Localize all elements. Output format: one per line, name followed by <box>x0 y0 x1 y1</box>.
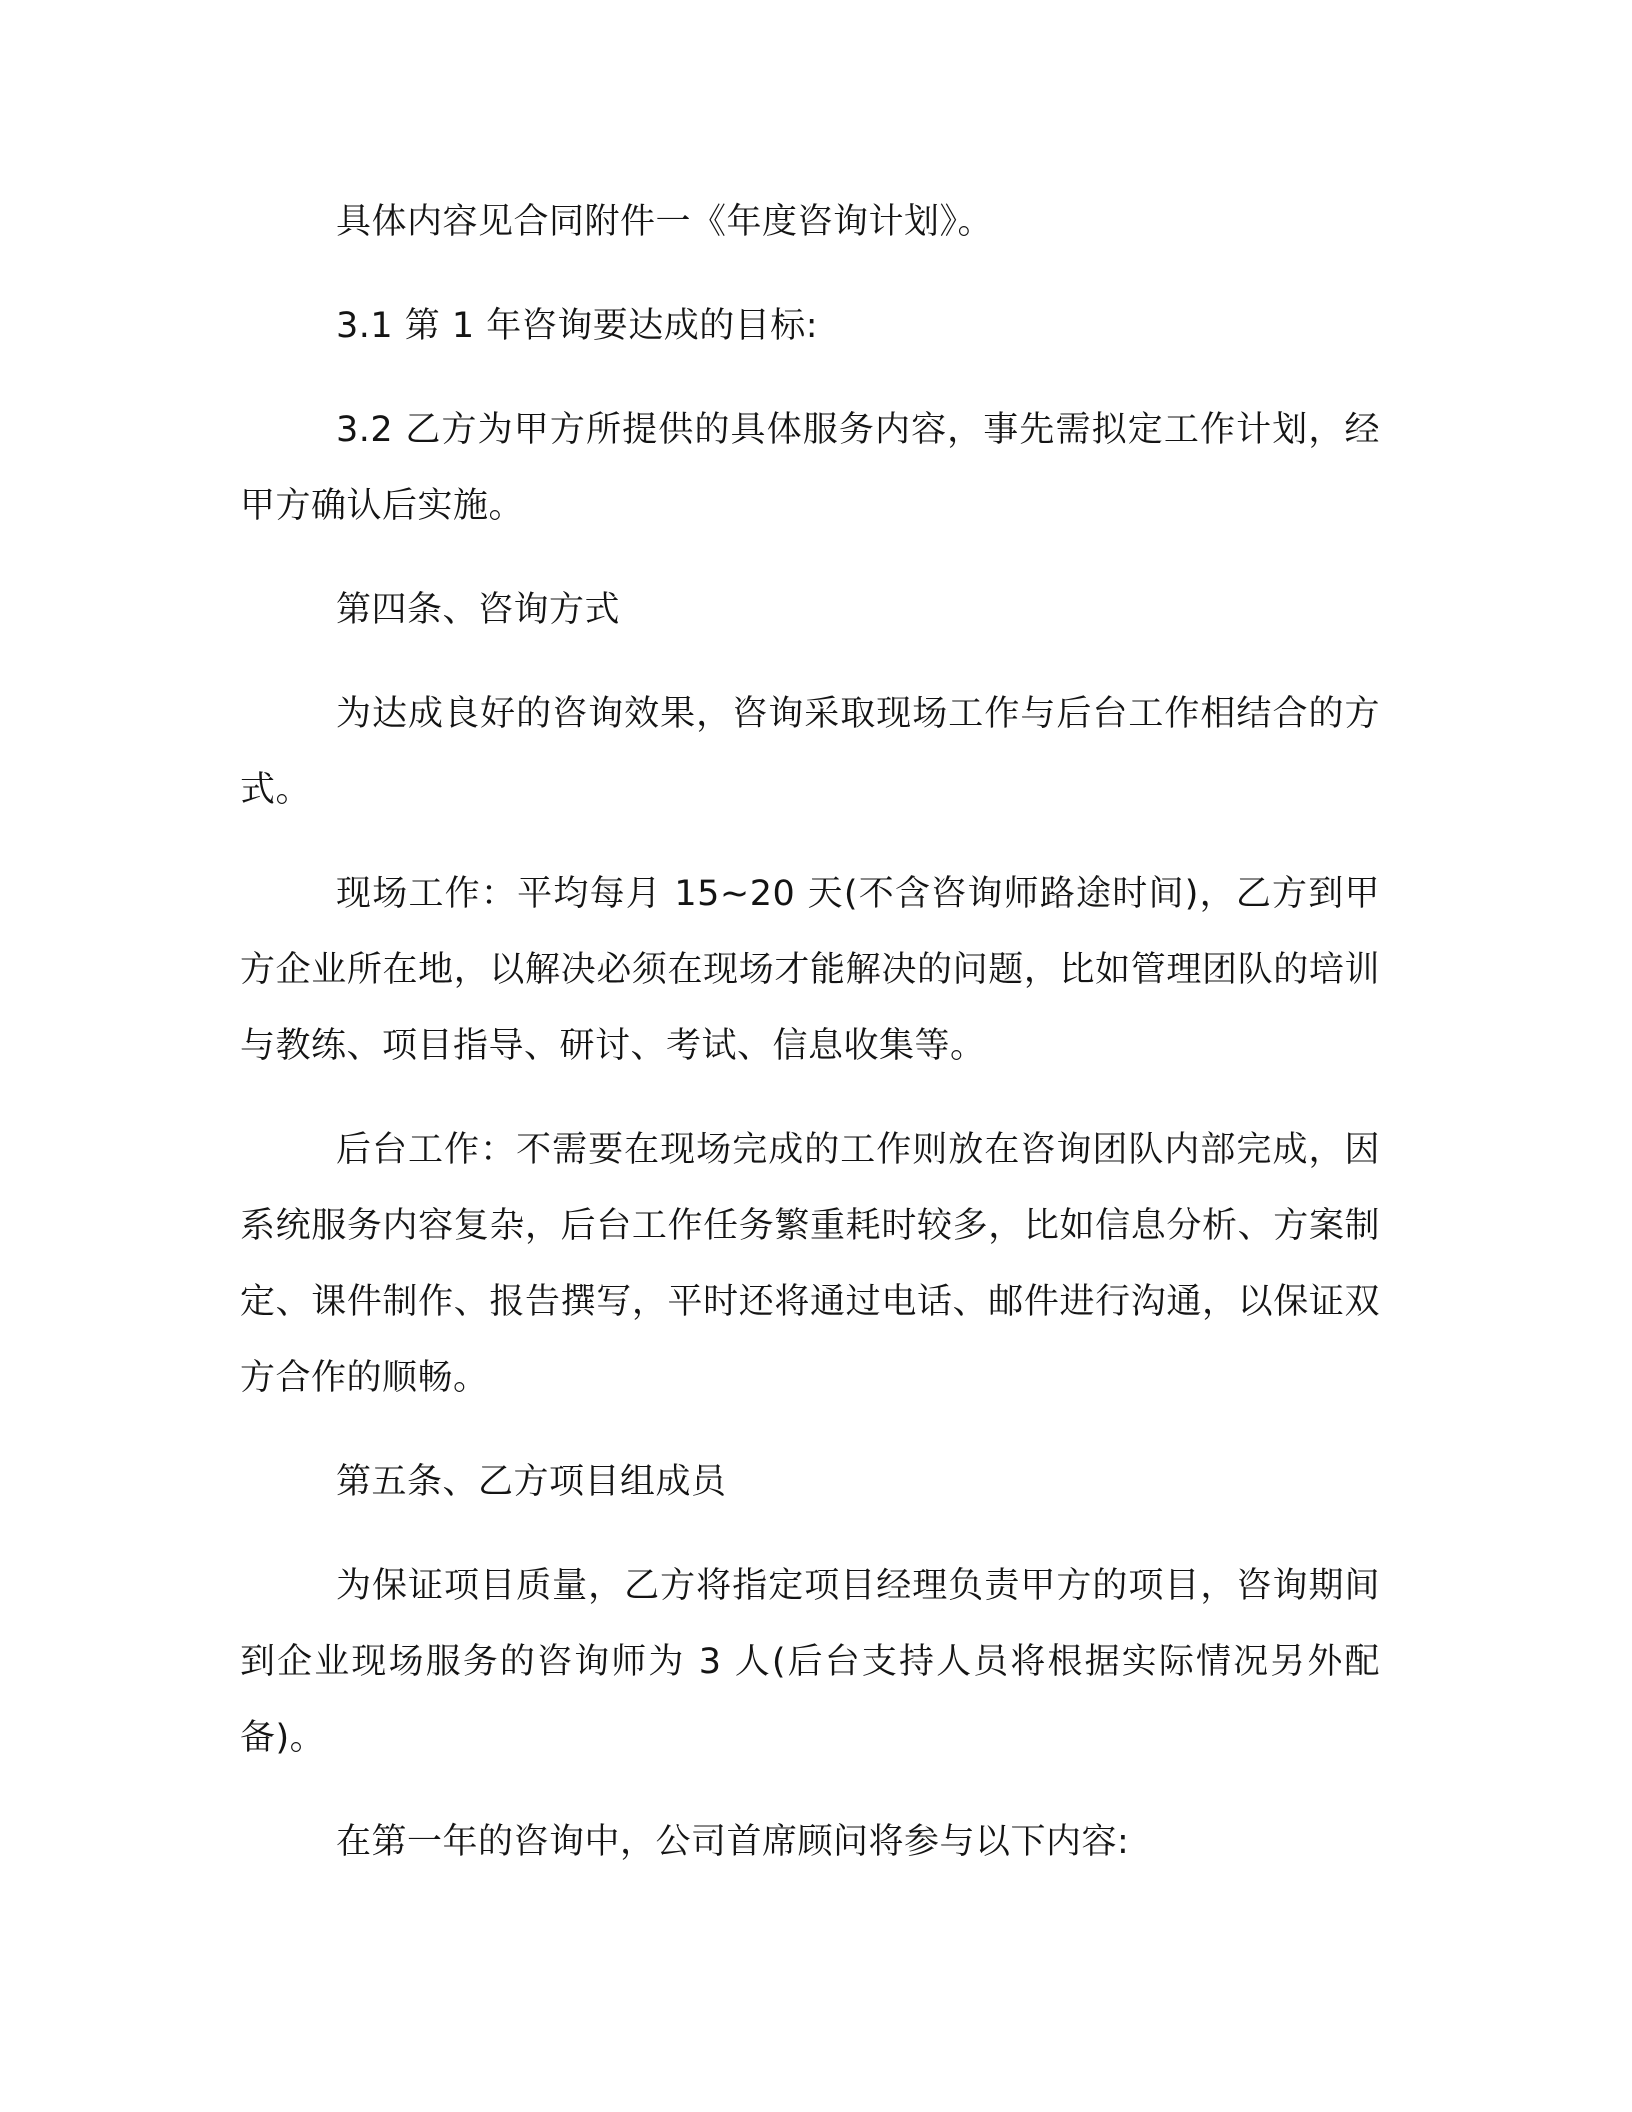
document-body <box>240 184 1380 1880</box>
paragraph-onsite-work: 现场工作：平均每月 15~20 天(不含咨询师路途时间)，乙方到甲方企业所在地，以解决必须在现场才能解决的问题，比如管理团队的培训与教练、项目指导、研讨、考试、信息收集等。 <box>240 874 1380 1066</box>
paragraph-backend-work: 后台工作：不需要在现场完成的工作则放在咨询团队内部完成，因系统服务内容复杂，后台工作任务繁重耗时较多，比如信息分析、方案制定、课件制作、报告撰写，平时还将通过电话、邮件进行沟通，以保证双方合作的顺畅。 <box>240 1130 1380 1398</box>
paragraph-section-3-1: 3.1 第 1 年咨询要达成的目标: <box>336 306 819 346</box>
heading-article-4: 第四条、咨询方式 <box>336 590 621 630</box>
paragraph-chief-consultant: 在第一年的咨询中，公司首席顾问将参与以下内容: <box>336 1822 1130 1862</box>
paragraph-consulting-approach: 为达成良好的咨询效果，咨询采取现场工作与后台工作相结合的方式。 <box>240 694 1380 810</box>
paragraph-project-team: 为保证项目质量，乙方将指定项目经理负责甲方的项目，咨询期间到企业现场服务的咨询师为 3 人(后台支持人员将根据实际情况另外配备)。 <box>240 1566 1380 1758</box>
paragraph-attachment-reference: 具体内容见合同附件一《年度咨询计划》。 <box>336 202 994 242</box>
paragraph-section-3-2: 3.2 乙方为甲方所提供的具体服务内容，事先需拟定工作计划，经甲方确认后实施。 <box>240 410 1380 526</box>
heading-article-5: 第五条、乙方项目组成员 <box>336 1462 727 1502</box>
